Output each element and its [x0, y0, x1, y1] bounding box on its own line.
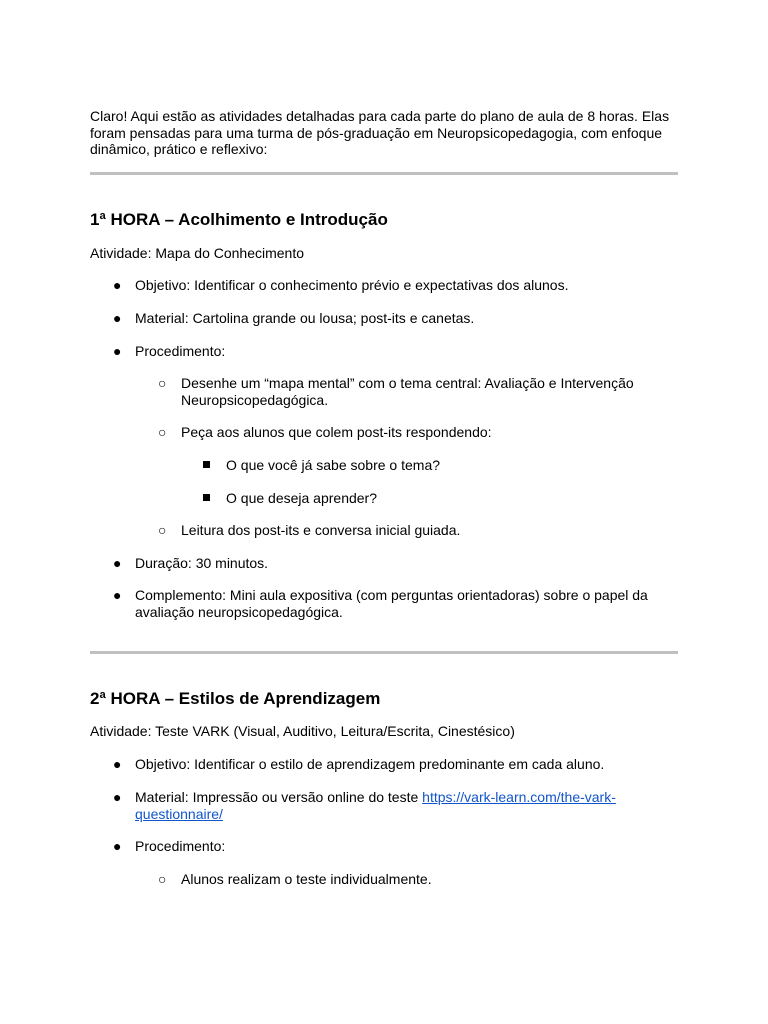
square-bullet-icon	[203, 461, 210, 468]
horizontal-rule	[90, 172, 678, 175]
section1-activity: Atividade: Mapa do Conhecimento	[90, 245, 305, 261]
section2-heading: 2ª HORA – Estilos de Aprendizagem	[90, 689, 381, 708]
section1-step1: Desenhe um “mapa mental” com o tema central: Avaliação e Intervenção Neuropsicopedagógica.	[181, 375, 634, 408]
intro-paragraph: Claro! Aqui estão as atividades detalhadas para cada parte do plano de aula de 8 horas. Elas foram pensadas para uma turma de pós-graduação em Neuropsicopedagogia, com enfoque dinâmico, prático e reflexivo:	[90, 108, 670, 157]
disc-bullet-icon: ●	[113, 838, 122, 854]
disc-bullet-icon: ●	[113, 587, 122, 603]
section1-duration: Duração: 30 minutos.	[135, 555, 269, 571]
circle-bullet-icon: ○	[158, 424, 167, 440]
section2-material	[135, 789, 635, 822]
section2-procedure: Procedimento:	[135, 838, 226, 854]
square-bullet-icon	[203, 494, 210, 501]
horizontal-rule	[90, 651, 678, 654]
disc-bullet-icon: ●	[113, 756, 122, 772]
section1-complement: Complemento: Mini aula expositiva (com perguntas orientadoras) sobre o papel da avaliação neuropsicopedagógica.	[135, 587, 648, 620]
section1-question2: O que deseja aprender?	[226, 490, 377, 506]
section1-heading: 1ª HORA – Acolhimento e Introdução	[90, 210, 388, 229]
disc-bullet-icon: ●	[113, 310, 122, 326]
disc-bullet-icon: ●	[113, 343, 122, 359]
section2-material-text: Material: Impressão ou versão online do teste	[135, 789, 423, 805]
section1-objective: Objetivo: Identificar o conhecimento prévio e expectativas dos alunos.	[135, 277, 569, 293]
section1-material: Material: Cartolina grande ou lousa; post-its e canetas.	[135, 310, 475, 326]
section1-procedure: Procedimento:	[135, 343, 226, 359]
section1-step3: Leitura dos post-its e conversa inicial guiada.	[181, 522, 461, 538]
section1-step2: Peça aos alunos que colem post-its respondendo:	[181, 424, 492, 440]
disc-bullet-icon: ●	[113, 277, 122, 293]
circle-bullet-icon: ○	[158, 375, 167, 391]
section2-activity: Atividade: Teste VARK (Visual, Auditivo, Leitura/Escrita, Cinestésico)	[90, 723, 515, 739]
circle-bullet-icon: ○	[158, 871, 167, 887]
disc-bullet-icon: ●	[113, 555, 122, 571]
section1-question1: O que você já sabe sobre o tema?	[226, 457, 441, 473]
disc-bullet-icon: ●	[113, 789, 122, 805]
section2-step1: Alunos realizam o teste individualmente.	[181, 871, 432, 887]
vark-questionnaire-link[interactable]: https://vark-learn.com/the-vark-questionnaire/	[135, 789, 616, 822]
section2-objective: Objetivo: Identificar o estilo de aprendizagem predominante em cada aluno.	[135, 756, 605, 772]
circle-bullet-icon: ○	[158, 522, 167, 538]
